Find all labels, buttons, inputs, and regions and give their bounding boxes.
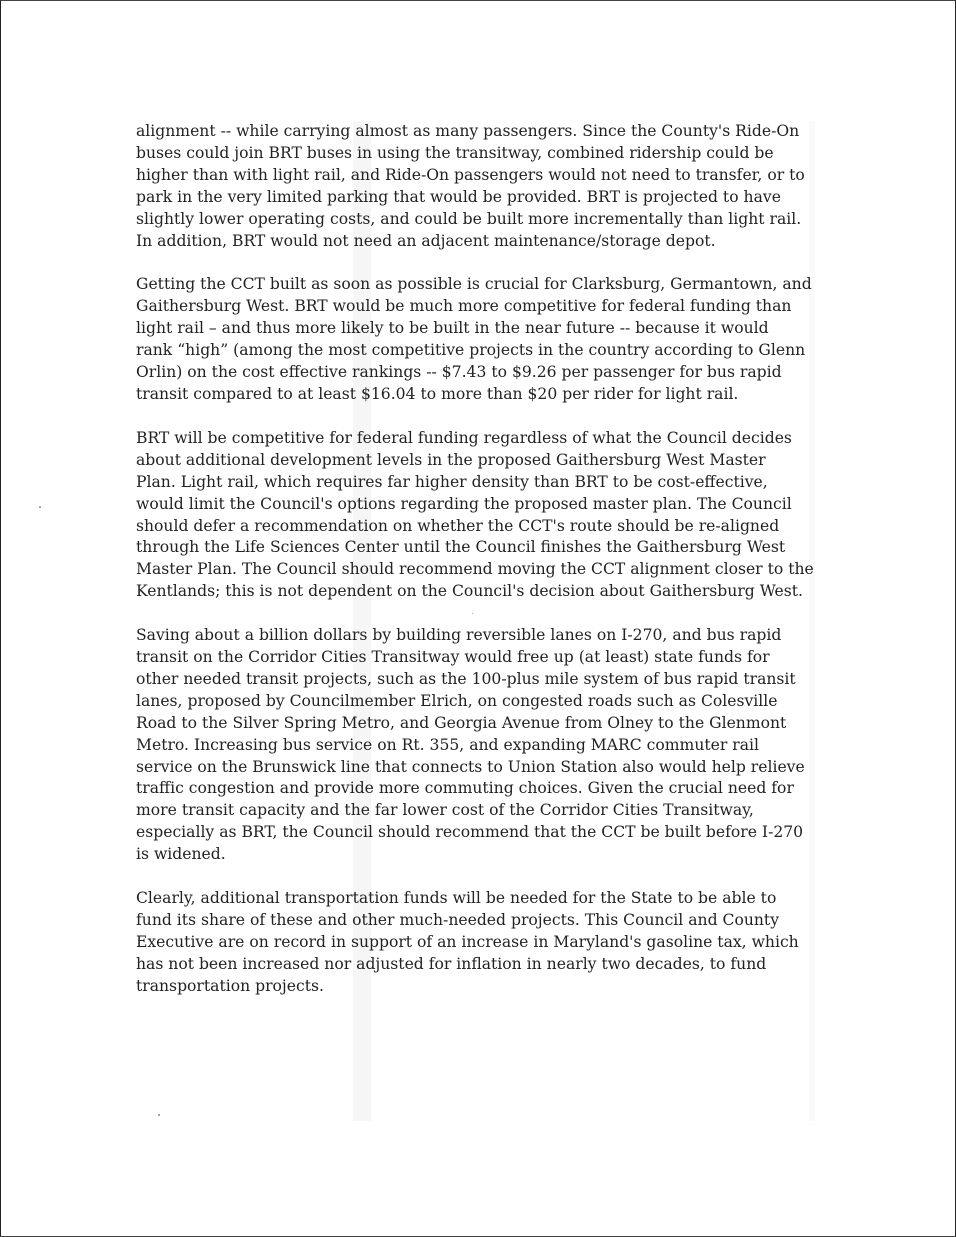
text-line: Executive are on record in support of an increase in Maryland's gasoline tax, which	[136, 932, 799, 951]
text-line: about additional development levels in the proposed Gaithersburg West Master	[136, 450, 766, 469]
paragraph-3	[136, 428, 826, 603]
text-line: park in the very limited parking that would be provided. BRT is projected to have	[136, 187, 781, 206]
text-line: rank “high” (among the most competitive projects in the country according to Glenn	[136, 341, 806, 360]
text-line: Clearly, additional transportation funds will be needed for the State to be able to	[136, 889, 777, 908]
text-line: Getting the CCT built as soon as possible is crucial for Clarksburg, Germantown, and	[136, 275, 812, 294]
text-line: slightly lower operating costs, and could be built more incrementally than light rail.	[136, 209, 802, 228]
text-line: BRT will be competitive for federal funding regardless of what the Council decides	[136, 428, 792, 447]
scan-speck	[158, 1114, 160, 1116]
text-line: transit on the Corridor Cities Transitway would free up (at least) state funds for	[136, 648, 770, 667]
text-line: alignment -- while carrying almost as many passengers. Since the County's Ride-On	[136, 122, 800, 140]
paragraph-1	[136, 121, 826, 252]
text-line: service on the Brunswick line that connects to Union Station also would help relieve	[136, 757, 805, 776]
text-line: is widened.	[136, 845, 226, 864]
scan-speck	[39, 506, 41, 508]
text-line: transportation projects.	[136, 976, 324, 995]
text-line: other needed transit projects, such as the 100-plus mile system of bus rapid transit	[136, 669, 796, 688]
text-line: Orlin) on the cost effective rankings -- $7.43 to $9.26 per passenger for bus rapid	[136, 363, 782, 382]
letter-body	[136, 121, 826, 1020]
text-line: through the Life Sciences Center until the Council finishes the Gaithersburg West	[136, 538, 786, 557]
text-line: light rail – and thus more likely to be built in the near future -- because it would	[136, 319, 769, 338]
paragraph-5	[136, 888, 826, 998]
text-line: Road to the Silver Spring Metro, and Georgia Avenue from Olney to the Glenmont	[136, 713, 787, 732]
text-line: lanes, proposed by Councilmember Elrich, on congested roads such as Colesville	[136, 691, 778, 710]
text-line: Plan. Light rail, which requires far higher density than BRT to be cost-effective,	[136, 472, 768, 491]
text-line: more transit capacity and the far lower cost of the Corridor Cities Transitway,	[136, 801, 754, 820]
text-line: transit compared to at least $16.04 to more than $20 per rider for light rail.	[136, 384, 739, 403]
text-line: higher than with light rail, and Ride-On passengers would not need to transfer, or to	[136, 165, 805, 184]
text-line: traffic congestion and provide more commuting choices. Given the crucial need for	[136, 779, 794, 798]
text-line: Metro. Increasing bus service on Rt. 355, and expanding MARC commuter rail	[136, 735, 760, 754]
text-line: Saving about a billion dollars by building reversible lanes on I-270, and bus rapid	[136, 626, 782, 645]
paragraph-4	[136, 625, 826, 866]
text-line: Kentlands; this is not dependent on the Council's decision about Gaithersburg West.	[136, 582, 803, 601]
text-line: especially as BRT, the Council should recommend that the CCT be built before I-270	[136, 823, 804, 842]
text-line: buses could join BRT buses in using the transitway, combined ridership could be	[136, 143, 774, 162]
paragraph-2	[136, 274, 826, 405]
text-line: In addition, BRT would not need an adjacent maintenance/storage depot.	[136, 231, 716, 250]
text-line: has not been increased nor adjusted for inflation in nearly two decades, to fund	[136, 954, 767, 973]
text-line: would limit the Council's options regarding the proposed master plan. The Council	[136, 494, 792, 513]
text-line: Master Plan. The Council should recommend moving the CCT alignment closer to the	[136, 560, 814, 579]
text-line: Gaithersburg West. BRT would be much more competitive for federal funding than	[136, 297, 792, 316]
text-line: should defer a recommendation on whether the CCT's route should be re-aligned	[136, 516, 780, 535]
text-line: fund its share of these and other much-needed projects. This Council and County	[136, 911, 779, 929]
